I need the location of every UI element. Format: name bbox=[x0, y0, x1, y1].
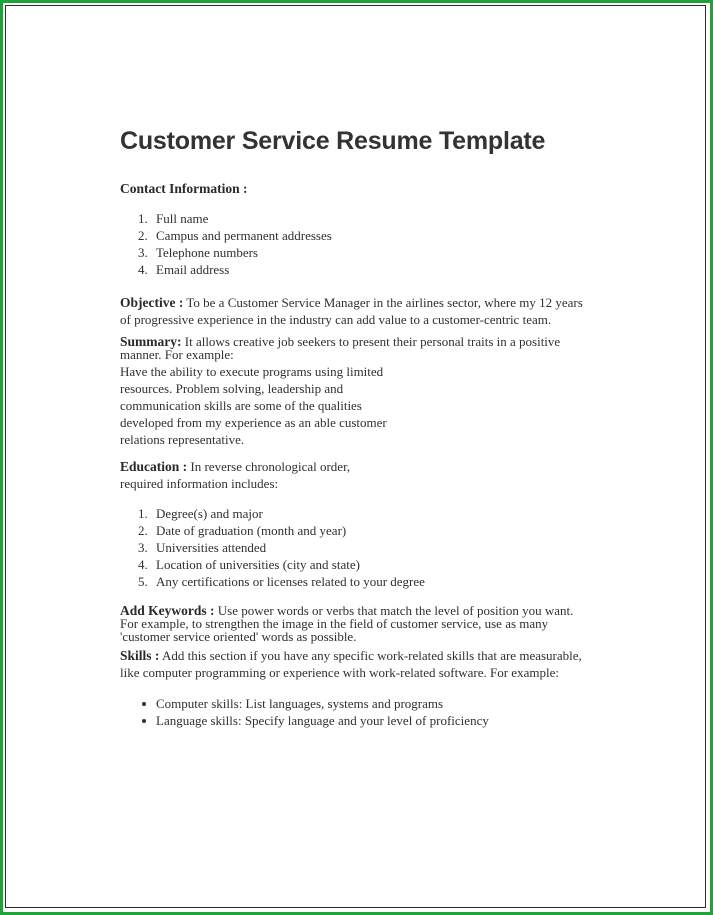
education-heading: Education : bbox=[120, 459, 188, 474]
contact-heading-line bbox=[120, 180, 248, 197]
page-title: Customer Service Resume Template bbox=[120, 127, 546, 155]
contact-heading: Contact Information : bbox=[120, 181, 248, 196]
skills-section: Skills : Add this section if you have any specific work-related skills that are measurable, like computer programming or experience with work-related software. For example: bbox=[120, 648, 582, 680]
list-item: 4. Email address bbox=[138, 262, 230, 277]
keywords-heading: Add Keywords : bbox=[120, 603, 215, 618]
keywords-section: Add Keywords : Use power words or verbs that match the level of position you want. For example, to strengthen the image in the field of customer service, use as many 'customer service oriented' words as possible. bbox=[120, 603, 574, 644]
bullet-icon bbox=[142, 719, 146, 723]
list-item: 3. Telephone numbers bbox=[138, 245, 258, 260]
list-item: 1. Degree(s) and major bbox=[138, 506, 263, 521]
list-item: 5. Any certifications or licenses related to your degree bbox=[138, 574, 425, 589]
education-section: Education : In reverse chronological order, required information includes: bbox=[120, 459, 351, 491]
list-item: Language skills: Specify language and your level of proficiency bbox=[120, 712, 489, 729]
list-item: 4. Location of universities (city and state) bbox=[138, 557, 360, 572]
list-item: 1. Full name bbox=[138, 211, 209, 226]
list-item: Computer skills: List languages, systems and programs bbox=[120, 695, 489, 712]
bullet-icon bbox=[142, 702, 146, 706]
objective-heading: Objective : bbox=[120, 295, 184, 310]
skills-heading: Skills : bbox=[120, 648, 160, 663]
education-list bbox=[120, 505, 425, 590]
list-item: 3. Universities attended bbox=[138, 540, 267, 555]
summary-intro: Summary: It allows creative job seekers to present their personal traits in a positive manner. For example: bbox=[120, 334, 561, 362]
contact-list bbox=[120, 210, 332, 278]
objective-section: Objective : To be a Customer Service Manager in the airlines sector, where my 12 years of progressive experience in the industry can add value to a customer-centric team. bbox=[120, 295, 583, 327]
summary-body: Have the ability to execute programs using limited resources. Problem solving, leadership and communication skills are some of the qualities developed from my experience as an able customer relations representative. bbox=[120, 364, 387, 447]
summary-heading: Summary: bbox=[120, 334, 182, 349]
list-item: 2. Date of graduation (month and year) bbox=[138, 523, 347, 538]
list-item: 2. Campus and permanent addresses bbox=[138, 228, 332, 243]
skills-list bbox=[120, 695, 489, 729]
